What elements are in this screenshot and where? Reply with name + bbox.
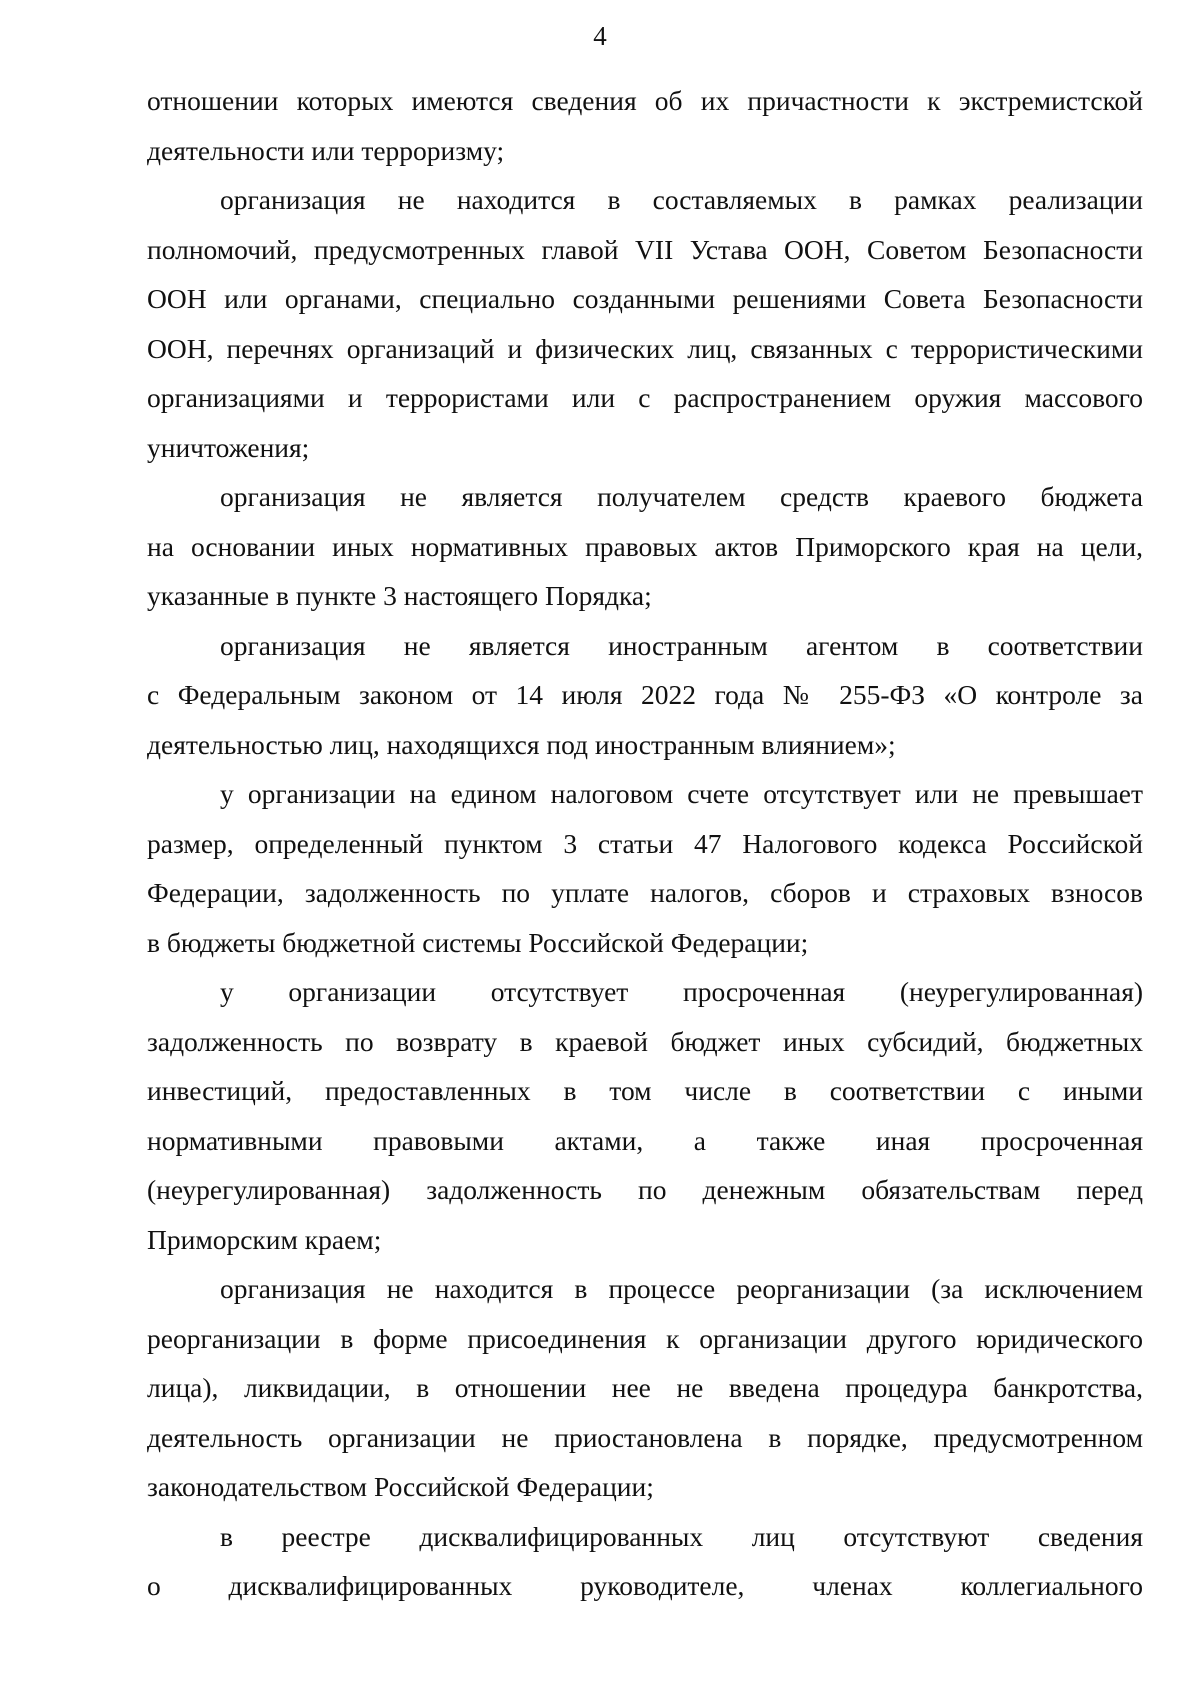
text-line: уничтожения;: [147, 431, 310, 463]
text-line: организация не является получателем средств краевого бюджета: [220, 481, 1143, 512]
text-line: ООН или органами, специально созданными решениями Совета Безопасности: [147, 283, 1143, 314]
paragraph: [147, 967, 1143, 1264]
text-line: Приморским краем;: [147, 1223, 382, 1255]
text-line: в реестре дисквалифицированных лиц отсутствуют сведения: [220, 1520, 1143, 1552]
text-line: у организации отсутствует просроченная (неурегулированная): [220, 976, 1143, 1007]
text-line: полномочий, предусмотренных главой VII Устава ООН, Советом Безопасности: [147, 233, 1143, 265]
paragraph: [147, 769, 1143, 967]
paragraph: [147, 1264, 1143, 1512]
text-line: реорганизации в форме присоединения к организации другого юридического: [147, 1322, 1143, 1354]
text-line: организация не является иностранным агентом в соответствии: [220, 629, 1143, 661]
text-line: указанные в пункте 3 настоящего Порядка;: [147, 580, 652, 611]
text-line: (неурегулированная) задолженность по денежным обязательствам перед: [147, 1174, 1143, 1205]
text-line: деятельностью лиц, находящихся под иностранным влиянием»;: [147, 728, 896, 760]
paragraph: [147, 175, 1143, 472]
text-line: задолженность по возврату в краевой бюджет иных субсидий, бюджетных: [147, 1025, 1143, 1057]
paragraph: [147, 472, 1143, 621]
paragraph: [147, 621, 1143, 770]
document-body: [147, 76, 1143, 1611]
text-line: деятельность организации не приостановлена в порядке, предусмотренном: [147, 1421, 1143, 1453]
text-line: отношении которых имеются сведения об их причастности к экстремистской: [147, 85, 1143, 116]
text-line: на основании иных нормативных правовых актов Приморского края на цели,: [147, 530, 1143, 562]
text-line: инвестиций, предоставленных в том числе в соответствии с иными: [147, 1075, 1143, 1106]
paragraph: [147, 76, 1143, 175]
text-line: размер, определенный пунктом 3 статьи 47 Налогового кодекса Российской: [147, 827, 1143, 859]
text-line: у организации на едином налоговом счете отсутствует или не превышает: [220, 778, 1143, 809]
text-line: с Федеральным законом от 14 июля 2022 года № 255-ФЗ «О контроле за: [147, 679, 1143, 710]
text-line: Федерации, задолженность по уплате налогов, сборов и страховых взносов: [147, 877, 1143, 908]
paragraph: [147, 1512, 1143, 1611]
text-line: лица), ликвидации, в отношении нее не введена процедура банкротства,: [147, 1372, 1143, 1403]
text-line: организация не находится в составляемых в рамках реализации: [220, 184, 1143, 215]
page-number: 4: [593, 21, 607, 51]
text-line: в бюджеты бюджетной системы Российской Федерации;: [147, 926, 809, 958]
text-line: организациями и террористами или с распространением оружия массового: [147, 382, 1143, 413]
text-line: деятельности или терроризму;: [147, 134, 505, 166]
text-line: нормативными правовыми актами, а также иная просроченная: [147, 1124, 1143, 1156]
text-line: организация не находится в процессе реорганизации (за исключением: [220, 1273, 1143, 1304]
text-line: законодательством Российской Федерации;: [147, 1471, 654, 1502]
text-line: о дисквалифицированных руководителе, членах коллегиального: [147, 1570, 1143, 1601]
text-line: ООН, перечнях организаций и физических лиц, связанных с террористическими: [147, 332, 1143, 364]
